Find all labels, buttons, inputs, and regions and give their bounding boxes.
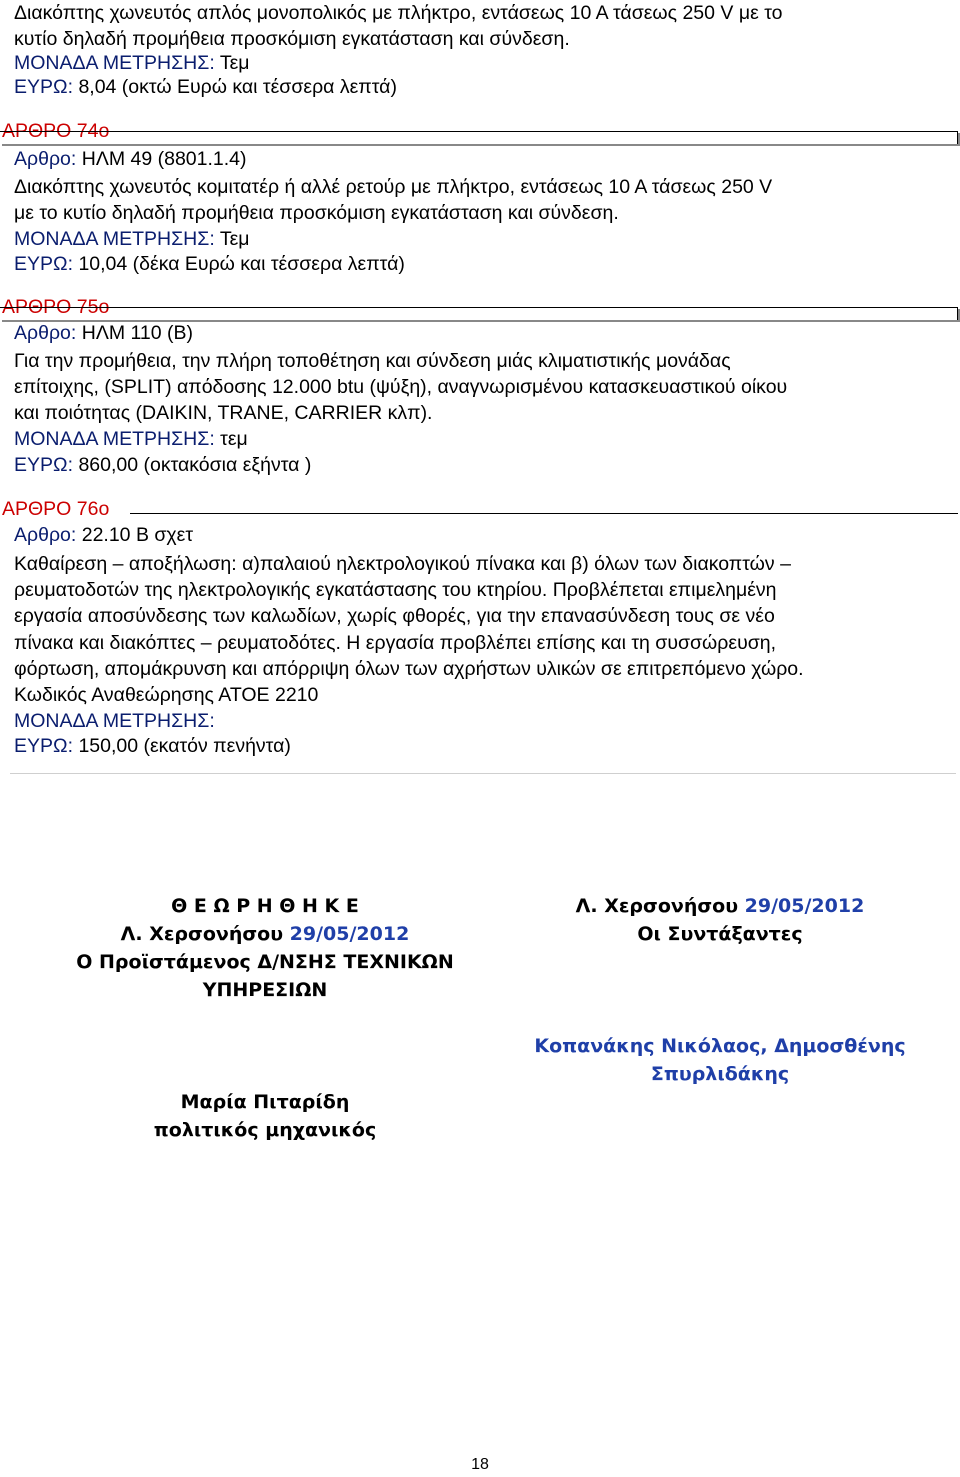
art76-desc-line5: φόρτωση, απομάκρυνση και απόρριψη όλων των αχρήστων υλικών σε επιτρεπόμενο χώρο. [14, 658, 804, 680]
art76-desc-line3: εργασία αποσύνδεσης των καλωδίων, χωρίς φθορές, για την επανασύνδεση τους σε νέο [14, 605, 775, 627]
art76-desc-line6: Κωδικός Αναθεώρησης ΑΤΟΕ 2210 [14, 684, 319, 706]
art73-desc-line2: κυτίο δηλαδή προμήθεια προσκόμιση εγκατάσταση και σύνδεση. [14, 28, 570, 50]
code-value: 22.10 Β σχετ [81, 524, 194, 546]
euro-value: 8,04 (οκτώ Ευρώ και τέσσερα λεπτά) [78, 76, 397, 98]
euro-value: 150,00 (εκατόν πενήντα) [78, 735, 291, 757]
euro-label: ΕΥΡΩ: [14, 76, 74, 98]
euro-label: ΕΥΡΩ: [14, 735, 74, 757]
sig-left-date: 29/05/2012 [289, 923, 410, 945]
art74-rule [0, 131, 958, 144]
sig-right-names1: Κοπανάκης Νικόλαος, Δημοσθένης [534, 1035, 906, 1057]
unit-label: ΜΟΝΑΔΑ ΜΕΤΡΗΣΗΣ: [14, 52, 215, 74]
sig-left-heading: Θ Ε Ω Ρ Η Θ Η Κ Ε [171, 895, 359, 917]
sig-left-name: Μαρία Πιταρίδη [180, 1091, 350, 1113]
art75-header [0, 294, 958, 320]
art75-code-row [14, 320, 193, 346]
sig-right-role: Οι Συντάξαντες [637, 923, 803, 945]
art76-header [0, 496, 958, 522]
euro-label: ΕΥΡΩ: [14, 253, 74, 275]
art76-rule [130, 513, 958, 514]
sig-left-place: Λ. Χερσονήσου [120, 923, 284, 945]
sig-right-place-date [515, 892, 925, 920]
art75-desc-line3: και ποιότητας (DAIKIN, TRANE, CARRIER κλπ). [14, 402, 433, 424]
section-divider [10, 773, 956, 774]
art75-desc-line1: Για την προμήθεια, την πλήρη τοποθέτηση και σύνδεση μιάς κλιματιστικής μονάδας [14, 350, 731, 372]
art76-euro-row [14, 733, 291, 759]
unit-label: ΜΟΝΑΔΑ ΜΕΤΡΗΣΗΣ: [14, 710, 215, 732]
code-label: Αρθρο: [14, 524, 77, 546]
unit-value: Τεμ [219, 228, 250, 250]
art76-title: ΑΡΘΡΟ 76ο [2, 498, 110, 520]
euro-label: ΕΥΡΩ: [14, 454, 74, 476]
sig-left-title: πολιτικός μηχανικός [153, 1119, 377, 1141]
art73-unit-row [14, 50, 250, 76]
unit-label: ΜΟΝΑΔΑ ΜΕΤΡΗΣΗΣ: [14, 228, 215, 250]
sig-left-role2: ΥΠΗΡΕΣΙΩΝ [202, 979, 328, 1001]
sig-right-names2: Σπυρλιδάκης [650, 1063, 790, 1085]
art74-title: ΑΡΘΡΟ 74ο [2, 120, 110, 142]
unit-label: ΜΟΝΑΔΑ ΜΕΤΡΗΣΗΣ: [14, 428, 215, 450]
euro-value: 10,04 (δέκα Ευρώ και τέσσερα λεπτά) [78, 253, 405, 275]
art76-desc-line2: ρευματοδοτών της ηλεκτρολογικής εγκατάστασης του κτηρίου. Προβλέπεται επιμελημένη [14, 579, 777, 601]
art74-desc-line1: Διακόπτης χωνευτός κομιτατέρ ή αλλέ ρετούρ με πλήκτρο, εντάσεως 10 Α τάσεως 250 V [14, 176, 773, 198]
art76-desc-line4: πίνακα και διακόπτες – ρευματοδότες. Η εργασία προβλέπει επίσης και τη συσσώρευση, [14, 632, 777, 654]
art73-euro-row [14, 74, 397, 100]
art74-desc-line2: με το κυτίο δηλαδή προμήθεια προσκόμιση εγκατάσταση και σύνδεση. [14, 202, 619, 224]
sig-left-role1: Ο Προϊστάμενος Δ/ΝΣΗΣ ΤΕΧΝΙΚΩΝ [76, 951, 454, 973]
art76-desc-line1: Καθαίρεση – αποξήλωση: α)παλαιού ηλεκτρολογικού πίνακα και β) όλων των διακοπτών – [14, 553, 791, 575]
art73-desc-line1: Διακόπτης χωνευτός απλός μονοπολικός με πλήκτρο, εντάσεως 10 Α τάσεως 250 V με το [14, 2, 783, 24]
page-number: 18 [471, 1456, 489, 1473]
art76-code-row [14, 522, 193, 548]
art74-euro-row [14, 251, 405, 277]
art75-euro-row [14, 452, 311, 478]
art74-code-row [14, 146, 247, 172]
code-label: Αρθρο: [14, 148, 77, 170]
art75-desc-line2: επίτοιχης, (SPLIT) απόδοσης 12.000 btu (ψύξη), αναγνωρισμένου κατασκευαστικού οίκου [14, 376, 788, 398]
euro-value: 860,00 (οκτακόσια εξήντα ) [78, 454, 312, 476]
art75-rule [0, 307, 958, 320]
art75-title: ΑΡΘΡΟ 75ο [2, 296, 110, 318]
code-value: ΗΛΜ 49 (8801.1.4) [81, 148, 247, 170]
art75-unit-row [14, 426, 248, 452]
art74-unit-row [14, 226, 250, 252]
sig-left-place-date [60, 920, 470, 948]
code-label: Αρθρο: [14, 322, 77, 344]
code-value: ΗΛΜ 110 (Β) [81, 322, 194, 344]
sig-right-place: Λ. Χερσονήσου [575, 895, 739, 917]
sig-right-date: 29/05/2012 [744, 895, 865, 917]
art74-header [0, 118, 958, 144]
unit-value: Τεμ [219, 52, 250, 74]
unit-value: τεμ [220, 428, 248, 450]
art76-unit-row [14, 708, 215, 734]
